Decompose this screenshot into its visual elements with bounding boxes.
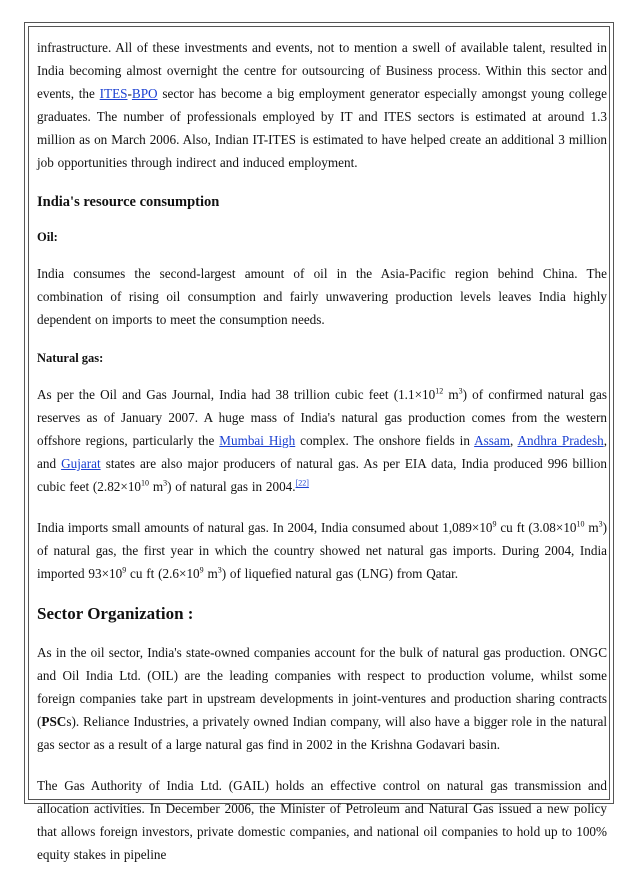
text-span: , and [37,433,607,471]
text-span: s). Reliance Industries, a privately owned Indian company, will also have a bigger role in the natural gas sector as a result of a large natural gas find in 2002 in the Krishna Godavari basin. [37,714,607,752]
superscript: 3 [163,478,168,488]
heading-natural-gas: Natural gas: [37,351,104,365]
text-span: , [510,433,518,448]
text-span: India imports small amounts of natural gas. In 2004, India consumed about 1,089×10 [37,520,493,535]
paragraph-intro [37,36,607,174]
text-span: ) of natural gas, the first year in which the country showed net natural gas imports. During 2004, India imported 93×10 [37,520,607,581]
text-span: cu ft (2.6×10 [126,566,200,581]
bold-text: PSC [41,714,67,729]
link-ites[interactable]: ITES [99,86,128,101]
link-assam[interactable]: Assam [474,433,511,448]
link-bpo[interactable]: BPO [131,86,158,101]
superscript: 3 [598,519,603,529]
document-body [37,36,607,884]
text-span: m [149,479,164,494]
link-mumbai-high[interactable]: Mumbai High [219,433,296,448]
heading-resource-consumption: India's resource consumption [37,194,220,210]
text-span: sector has become a big employment generator especially amongst young college graduates. The number of professionals employed by IT and ITES sectors is estimated at around 1.3 million as on March 2006. Also, Indian IT-ITES is estimated to have helped create an additional 3 million job opportunities through indirect and induced employment. [37,86,607,170]
superscript: 3 [458,386,463,396]
paragraph-oil: India consumes the second-largest amount of oil in the Asia-Pacific region behind China. The combination of rising oil consumption and fairly unwavering production levels leaves India highly dependent on imports to meet the consumption needs. [37,266,607,327]
superscript: 10 [141,478,150,488]
link-andhra-pradesh[interactable]: Andhra Pradesh [517,433,604,448]
paragraph-gas-reserves [37,383,607,498]
superscript: 9 [199,565,204,575]
link-gujarat[interactable]: Gujarat [61,456,101,471]
text-span: As per the Oil and Gas Journal, India had 38 trillion cubic feet (1.1×10 [37,387,436,402]
text-span: m [443,387,459,402]
text-span: infrastructure. All of these investments and events, not to mention a swell of available talent, resulted in India becoming almost overnight the centre for outsourcing of Business process. Within this sector and events, the [37,40,607,101]
superscript: 9 [122,565,127,575]
paragraph-sector-gail: The Gas Authority of India Ltd. (GAIL) holds an effective control on natural gas transmission and allocation activities. In December 2006, the Minister of Petroleum and Natural Gas issued a new policy that allows foreign investors, private domestic companies, and national oil companies to hold up to 100% equity stakes in pipeline [37,778,607,862]
superscript: 3 [217,565,222,575]
paragraph-sector-companies [37,641,607,756]
text-span: m [203,566,218,581]
paragraph-gas-imports [37,516,607,585]
text-span: As in the oil sector, India's state-owned companies account for the bulk of natural gas production. ONGC and Oil India Ltd. (OIL) are the leading companies with respect to production volume, whilst some foreign companies take part in upstream developments in joint-ventures and production sharing contracts ( [37,645,607,729]
superscript: 9 [492,519,497,529]
text-span: ) of liquefied natural gas (LNG) from Qatar. [221,566,459,581]
heading-oil: Oil: [37,230,58,244]
superscript: 10 [576,519,585,529]
superscript: 12 [435,386,444,396]
text-span: m [584,520,599,535]
heading-sector-organization: Sector Organization : [37,604,194,623]
link-reference-22[interactable]: [22] [295,478,309,488]
text-span: ) of natural gas in 2004. [167,479,296,494]
text-span: cu ft (3.08×10 [496,520,577,535]
text-span: complex. The onshore fields in [295,433,475,448]
text-span: - [127,86,132,101]
text-span: ) of confirmed natural gas reserves as of January 2007. A huge mass of India's natural gas production comes from the western offshore regions, particularly the [37,387,608,448]
text-span: states are also major producers of natural gas. As per EIA data, India produced 996 billion cubic feet (2.82×10 [37,456,607,494]
